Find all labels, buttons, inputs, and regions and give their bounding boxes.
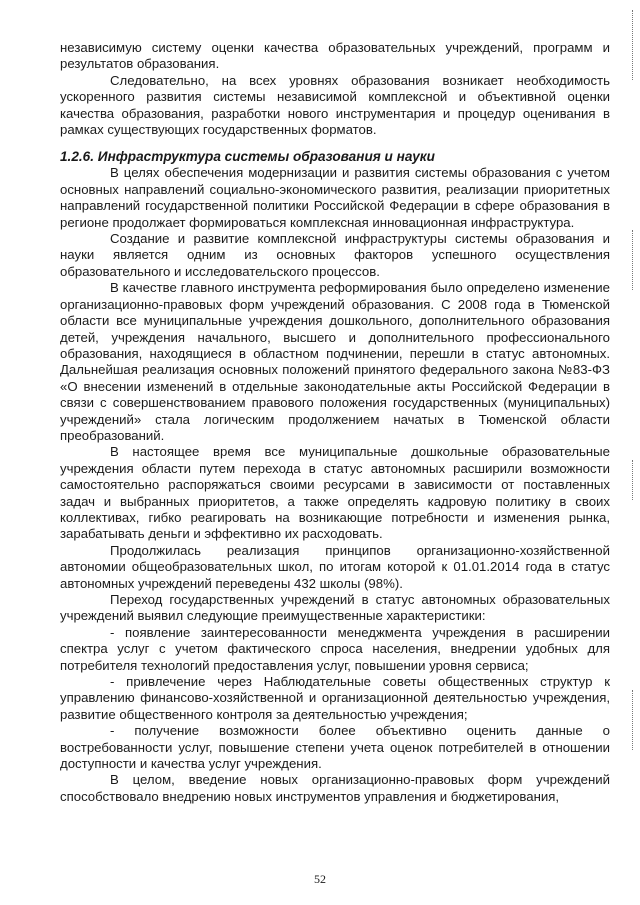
section-heading: 1.2.6. Инфраструктура системы образования и науки bbox=[60, 149, 435, 165]
page-number: 52 bbox=[314, 872, 326, 886]
scan-edge-mark bbox=[626, 230, 640, 290]
paragraph: Продолжилась реализация принципов организационно-хозяйственной автономии общеобразовательных школ, по итогам которой к 01.01.2014 года в статус автономных учреждений переведены 432 школы (98%). bbox=[60, 542, 610, 591]
paragraph-conclusion: Следовательно, на всех уровнях образования возникает необходимость ускоренного развития системы независимой комплексной и объективной оценки качества образования, разработки нового инструментария и процедур оценивания в рамках существующих государственных форматов. bbox=[60, 72, 610, 138]
paragraph: Переход государственных учреждений в статус автономных образовательных учреждений выявил следующие преимущественные характеристики: bbox=[60, 592, 610, 624]
paragraph: В целях обеспечения модернизации и развития системы образования с учетом основных направлений социально-экономического развития, реализации приоритетных направлений государственной политики Российской Федерации в сфере образования в регионе продолжает формироваться комплексная инновационная инфраструктура. bbox=[60, 165, 610, 230]
paragraph: В качестве главного инструмента реформирования было определено изменение организационно-правовых форм учреждений образования. С 2008 года в Тюменской области все муниципальные учреждения дошкольного, дополнительного образования детей, учреждения начального, высшего и дополнительного профессионального образования, находящиеся в областном подчинении, перешли в статус автономных. Дальнейшая реализация основных положений принятого федерального закона №83-ФЗ «О внесении изменений в отдельные законодательные акты Российской Федерации в связи с совершенствованием правового положения государственных (муниципальных) учреждений» стала логическим продолжением начатых в Тюменской области преобразований. bbox=[60, 280, 610, 443]
list-item: - привлечение через Наблюдательные советы общественных структур к управлению финансово-хозяйственной и организационной деятельностью учреждения, развитие общественного контроля за деятельностью учреждения; bbox=[60, 674, 610, 722]
scan-edge-mark bbox=[626, 10, 640, 80]
paragraph: Создание и развитие комплексной инфраструктуры системы образования и науки является одним из основных факторов успешного осуществления образовательного и исследовательского процессов. bbox=[60, 231, 610, 279]
document-page bbox=[60, 40, 610, 805]
scan-edge-mark bbox=[626, 460, 640, 500]
list-item: - появление заинтересованности менеджмента учреждения в расширении спектра услуг с учетом фактического спроса населения, внедрении удобных для потребителя технологий предоставления услуг, повышении уровня сервиса; bbox=[60, 624, 610, 673]
list-item: - получение возможности более объективно оценить данные о востребованности услуг, повышение степени учета оценок потребителей в отношении доступности и качества услуг учреждения. bbox=[60, 723, 610, 772]
paragraph-closing: В целом, введение новых организационно-правовых форм учреждений способствовало внедрению новых инструментов управления и бюджетирования, bbox=[60, 772, 610, 804]
paragraph: В настоящее время все муниципальные дошкольные образовательные учреждения области путем перехода в статус автономных расширили возможности самостоятельно распоряжаться своими ресурсами в зависимости от поставленных задач и выбранных приоритетов, а также определять кадровую политику в своих коллективах, гибко реагировать на возникающие потребности и изменения рынка, зарабатывать деньги и эффективно их расходовать. bbox=[60, 444, 610, 542]
paragraph-continued: независимую систему оценки качества образовательных учреждений, программ и результатов образования. bbox=[60, 40, 610, 72]
scan-edge-mark bbox=[626, 690, 640, 750]
